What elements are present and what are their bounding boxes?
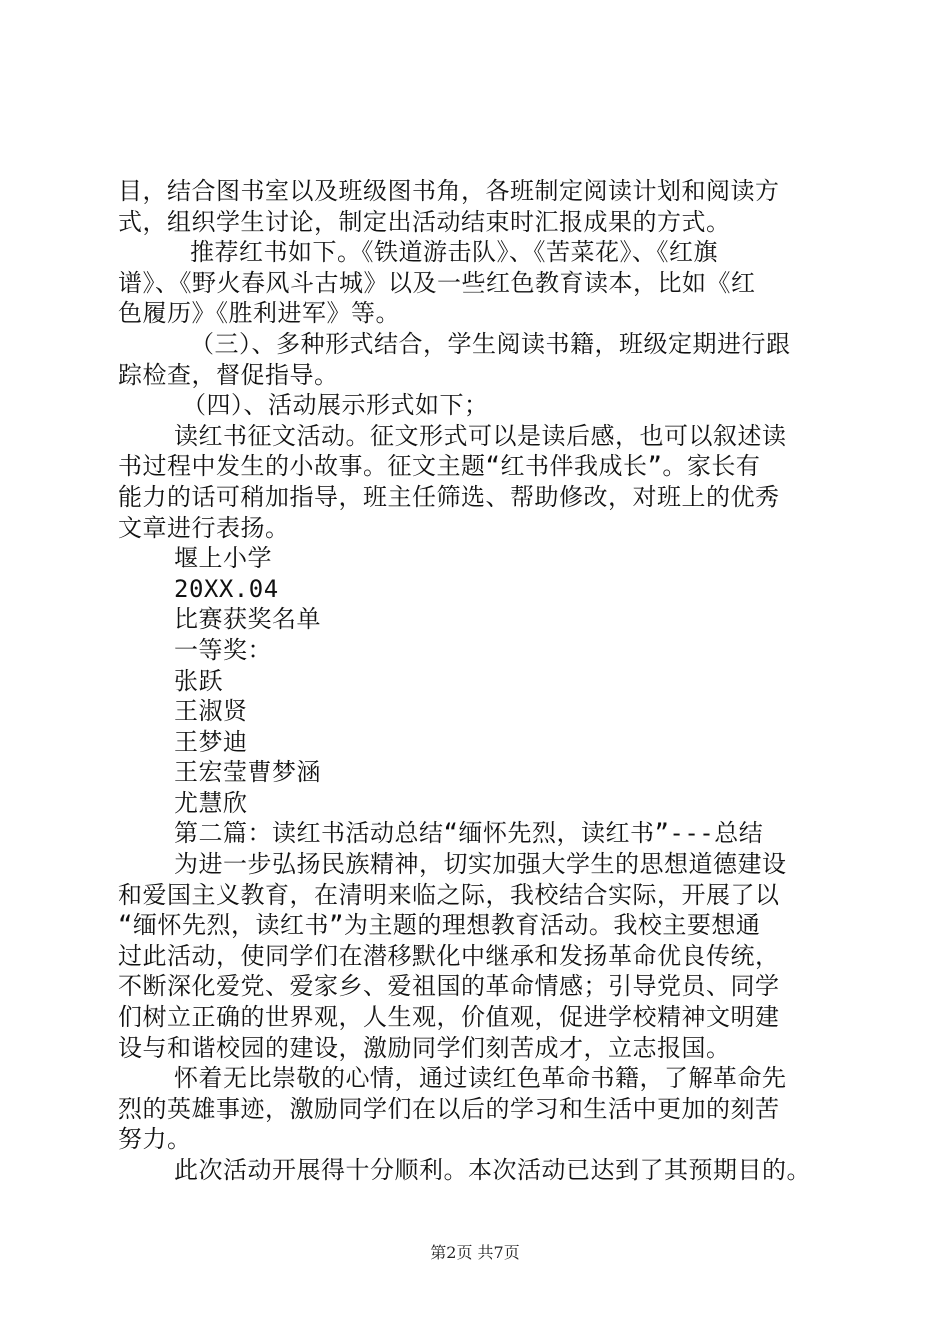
date-line: 20XX.04 bbox=[174, 574, 279, 603]
text-line: 们树立正确的世界观，人生观，价值观，促进学校精神文明建 bbox=[118, 1003, 780, 1032]
text-line: 踪检查，督促指导。 bbox=[118, 360, 339, 389]
text-line: 读红书征文活动。征文形式可以是读后感，也可以叙述读 bbox=[174, 421, 787, 450]
school-name: 堰上小学 bbox=[174, 544, 272, 573]
winner-name: 尤慧欣 bbox=[174, 788, 248, 817]
page-number-label: 第2页 共7页 bbox=[430, 1243, 520, 1262]
document-body bbox=[118, 176, 838, 1186]
text-line: 过此活动，使同学们在潜移默化中继承和发扬革命优良传统， bbox=[118, 941, 780, 970]
page-footer bbox=[0, 1240, 950, 1263]
text-line: 烈的英雄事迹，激励同学们在以后的学习和生活中更加的刻苦 bbox=[118, 1094, 780, 1123]
text-line: （四）、活动展示形式如下； bbox=[182, 391, 489, 420]
text-line: 设与和谐校园的建设，激励同学们刻苦成才，立志报国。 bbox=[118, 1033, 731, 1062]
text-line: 文章进行表扬。 bbox=[118, 513, 290, 542]
award-level: 一等奖： bbox=[174, 635, 272, 664]
winner-name: 王淑贤 bbox=[174, 697, 248, 726]
winner-name: 王梦迪 bbox=[174, 727, 248, 756]
text-line: “缅怀先烈，读红书”为主题的理想教育活动。我校主要想通 bbox=[118, 911, 761, 940]
text-line: 谱》、《野火春风斗古城》以及一些红色教育读本，比如《红 bbox=[118, 268, 756, 297]
text-line: 和爱国主义教育，在清明来临之际，我校结合实际，开展了以 bbox=[118, 880, 780, 909]
text-line: 目，结合图书室以及班级图书角，各班制定阅读计划和阅读方 bbox=[118, 177, 780, 205]
list-heading: 比赛获奖名单 bbox=[174, 605, 321, 634]
text-line: 书过程中发生的小故事。征文主题“红书伴我成长”。家长有 bbox=[118, 452, 761, 481]
text-line: 为进一步弘扬民族精神，切实加强大学生的思想道德建设 bbox=[174, 850, 787, 879]
text-line: 怀着无比崇敬的心情，通过读红色革命书籍，了解革命先 bbox=[174, 1064, 787, 1093]
winner-name: 张跃 bbox=[174, 666, 223, 695]
text-line: 此次活动开展得十分顺利。本次活动已达到了其预期目的。 bbox=[174, 1156, 811, 1184]
text-line: 能力的话可稍加指导，班主任筛选、帮助修改，对班上的优秀 bbox=[118, 482, 780, 511]
text-line: 色履历》《胜利进军》等。 bbox=[118, 299, 400, 328]
text-line: 努力。 bbox=[118, 1125, 192, 1154]
winner-name: 王宏莹曹梦涵 bbox=[174, 758, 321, 787]
text-line: 不断深化爱党、爱家乡、爱祖国的革命情感；引导党员、同学 bbox=[118, 972, 780, 1001]
text-line: （三）、多种形式结合，学生阅读书籍，班级定期进行跟 bbox=[190, 329, 791, 358]
section-title: 第二篇：读红书活动总结“缅怀先烈，读红书”---总结 bbox=[174, 819, 764, 848]
text-line: 式，组织学生讨论，制定出活动结束时汇报成果的方式。 bbox=[118, 207, 731, 236]
text-line: 推荐红书如下。《铁道游击队》、《苦菜花》、《红旗 bbox=[190, 238, 718, 267]
